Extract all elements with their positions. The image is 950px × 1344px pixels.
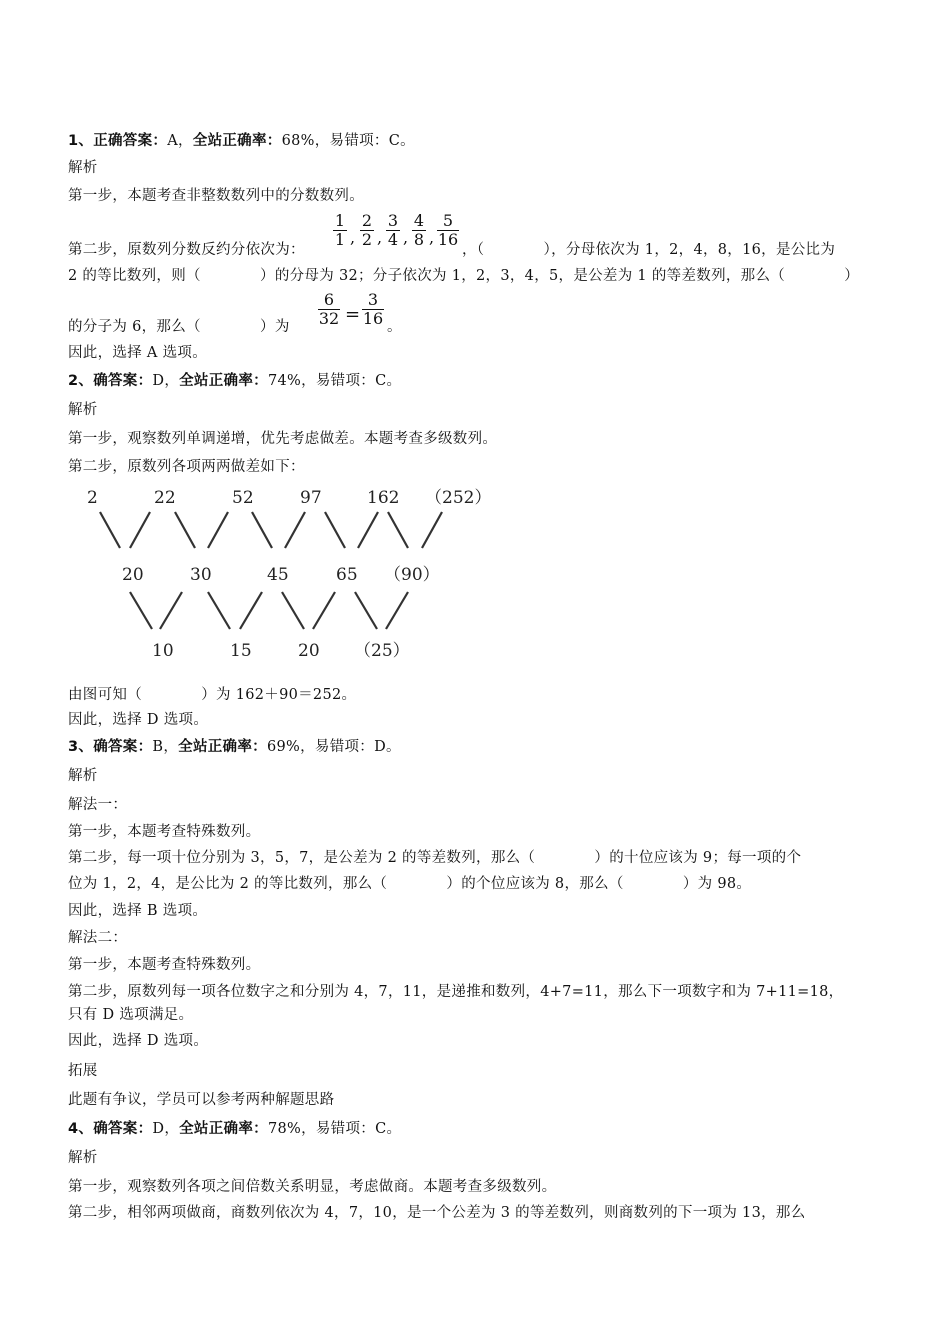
diagram-row1-item: 52 <box>232 488 254 508</box>
q3-m2-step1: 第一步，本题考查特殊数列。 <box>68 957 261 973</box>
q1-answer: A， <box>167 133 193 149</box>
q4-analysis-label: 解析 <box>68 1150 98 1166</box>
q4-heading-label: 4、确答案： <box>68 1121 153 1137</box>
q2-conclusion: 因此，选择 D 选项。 <box>68 712 209 728</box>
q3-extend-text: 此题有争议，学员可以参考两种解题思路 <box>68 1092 335 1108</box>
q4-step1: 第一步，观察数列各项之间倍数关系明显，考虑做商。本题考查多级数列。 <box>68 1179 557 1195</box>
q1-fraction-3: 3 4 <box>387 211 399 249</box>
q4-answer: D， <box>152 1121 180 1137</box>
q3-heading-label: 3、确答案： <box>68 739 153 755</box>
q3-m1-step2-line1: 第二步，每一项十位分别为 3，5，7，是公差为 2 的等差数列，那么（ ）的十位应该为 9；每一项的个 <box>68 850 802 866</box>
q3-m1-conclusion: 因此，选择 B 选项。 <box>68 903 208 919</box>
diagram-row2-item: 45 <box>267 565 289 585</box>
q1-result-fraction-1: 6 32 <box>318 290 340 328</box>
q1-step2-prefix: 第二步，原数列分数反约分依次为： <box>68 242 305 258</box>
diagram-row2-item: 30 <box>190 565 212 585</box>
q3-method1: 解法一： <box>68 797 128 813</box>
diagram-row2-item: （90） <box>384 565 440 585</box>
q4-step2: 第二步，相邻两项做商，商数列依次为 4，7，10，是一个公差为 3 的等差数列，则商数列的下一项为 13，那么 <box>68 1205 806 1221</box>
q2-heading-label: 2、确答案： <box>68 373 153 389</box>
q1-fraction-4: 4 8 <box>413 211 425 249</box>
q1-step2-line2: 2 的等比数列，则（ ）的分母为 32；分子依次为 1，2，3，4，5，是公差为 1 的等差数列，那么（ ） <box>68 268 860 284</box>
q1-fraction-2: 2 2 <box>361 211 373 249</box>
q4-rate: 78%，易错项：C。 <box>267 1121 402 1137</box>
q1-conclusion: 因此，选择 A 选项。 <box>68 345 207 361</box>
diagram-row2-item: 65 <box>336 565 358 585</box>
q1-fraction-5: 5 16 <box>437 211 459 249</box>
diagram-row1-item: 162 <box>367 488 400 508</box>
diagram-row1-item: （252） <box>425 488 492 508</box>
q1-result-fraction-2: 3 16 <box>362 290 384 328</box>
q1-step1: 第一步，本题考查非整数数列中的分数数列。 <box>68 188 364 204</box>
q1-analysis-label: 解析 <box>68 160 98 176</box>
q2-heading <box>68 371 401 391</box>
q1-rate-label: 全站正确率： <box>192 133 282 149</box>
q3-analysis-label: 解析 <box>68 768 98 784</box>
q1-rate: 68%，易错项：C。 <box>281 133 415 149</box>
q1-fraction-1: 1 1 <box>334 211 346 249</box>
q2-rate: 74%，易错项：C。 <box>267 373 402 389</box>
q3-m2-step2-line2: 只有 D 选项满足。 <box>68 1007 194 1023</box>
q3-method2: 解法二： <box>68 930 128 946</box>
q1-heading-label: 1、正确答案： <box>68 133 168 149</box>
q3-m2-conclusion: 因此，选择 D 选项。 <box>68 1033 209 1049</box>
diagram-row3-item: （25） <box>354 641 410 661</box>
q1-end-mark: 。 <box>387 319 402 335</box>
q1-heading <box>68 131 415 151</box>
q3-rate-label: 全站正确率： <box>178 739 267 755</box>
q1-step2-mid: ，（ ），分母依次为 1，2，4，8，16，是公比为 <box>462 242 836 258</box>
diagram-row1-item: 97 <box>300 488 322 508</box>
q3-m1-step1: 第一步，本题考查特殊数列。 <box>68 824 261 840</box>
diagram-row1-item: 2 <box>87 488 98 508</box>
q3-m2-step2-line1: 第二步，原数列每一项各位数字之和分别为 4，7，11，是递推和数列，4+7=11，那么下一项数字和为 7+11=18， <box>68 984 844 1000</box>
q2-rate-label: 全站正确率： <box>179 373 268 389</box>
q3-answer: B， <box>152 739 179 755</box>
diagram-row3-item: 10 <box>152 641 174 661</box>
q1-equals: = <box>345 304 361 325</box>
diagram-row1-item: 22 <box>154 488 176 508</box>
diagram-row3-item: 15 <box>230 641 252 661</box>
q3-heading <box>68 737 401 757</box>
q2-step1: 第一步，观察数列单调递增，优先考虑做差。本题考查多级数列。 <box>68 431 498 447</box>
q1-step2-line3: 的分子为 6，那么（ ）为 <box>68 319 290 335</box>
diagram-row2-item: 20 <box>122 565 144 585</box>
diagram-row3-item: 20 <box>298 641 320 661</box>
difference-diagram <box>70 482 510 667</box>
q3-rate: 69%，易错项：D。 <box>266 739 401 755</box>
q3-m1-step2-line2: 位为 1，2，4，是公比为 2 的等比数列，那么（ ）的个位应该为 8，那么（ ）为 98。 <box>68 876 752 892</box>
q2-analysis-label: 解析 <box>68 402 98 418</box>
q2-answer: D， <box>152 373 180 389</box>
q2-step2: 第二步，原数列各项两两做差如下： <box>68 459 305 475</box>
q2-after: 由图可知（ ）为 162＋90＝252。 <box>68 687 357 703</box>
q4-heading <box>68 1119 401 1139</box>
q3-extend-label: 拓展 <box>68 1063 98 1079</box>
q4-rate-label: 全站正确率： <box>179 1121 268 1137</box>
